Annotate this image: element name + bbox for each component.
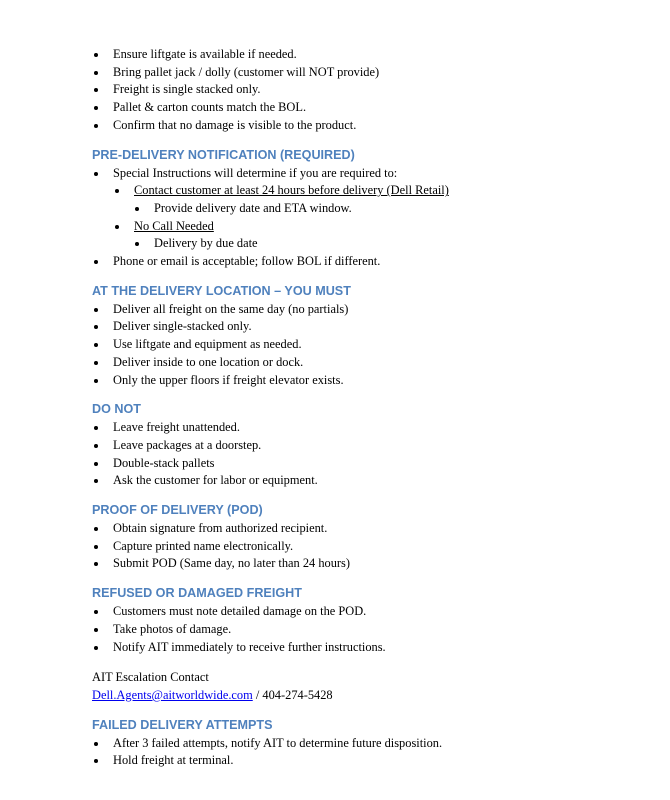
list-item: Capture printed name electronically. — [92, 538, 632, 556]
delivery-location-section — [92, 283, 632, 390]
pre-delivery-list — [92, 253, 632, 271]
list-item: Use liftgate and equipment as needed. — [92, 336, 632, 354]
list-item — [92, 182, 632, 200]
pre-delivery-heading: PRE-DELIVERY NOTIFICATION (REQUIRED) — [92, 147, 355, 162]
list-item: Delivery by due date — [92, 235, 632, 253]
no-call-text: No Call Needed — [134, 218, 214, 233]
list-item: Leave packages at a doorstep. — [92, 437, 632, 455]
list-item: Ask the customer for labor or equipment. — [92, 472, 632, 490]
contact-customer-text: Contact customer at least 24 hours before delivery (Dell Retail) — [134, 183, 449, 198]
do-not-section — [92, 401, 632, 490]
list-item: Double-stack pallets — [92, 455, 632, 473]
list-item — [92, 218, 632, 236]
failed-heading: FAILED DELIVERY ATTEMPTS — [92, 717, 273, 732]
list-item: Obtain signature from authorized recipient. — [92, 520, 632, 538]
failed-section — [92, 717, 632, 770]
delivery-location-list — [92, 301, 632, 390]
list-item: After 3 failed attempts, notify AIT to determine future disposition. — [92, 735, 632, 753]
list-item: Provide delivery date and ETA window. — [92, 200, 632, 218]
list-item: Phone or email is acceptable; follow BOL if different. — [92, 253, 632, 271]
pre-delivery-sublist — [92, 182, 632, 200]
list-item: Confirm that no damage is visible to the product. — [92, 117, 632, 135]
list-item: Freight is single stacked only. — [92, 81, 632, 99]
list-item: Deliver single-stacked only. — [92, 318, 632, 336]
list-item: Only the upper floors if freight elevator exists. — [92, 372, 632, 390]
refused-section — [92, 585, 632, 656]
failed-list — [92, 735, 632, 770]
pre-delivery-subsublist — [92, 235, 632, 253]
refused-heading: REFUSED OR DAMAGED FREIGHT — [92, 586, 302, 601]
list-item: Customers must note detailed damage on the POD. — [92, 603, 632, 621]
document-content — [92, 46, 632, 770]
list-item: Take photos of damage. — [92, 621, 632, 639]
do-not-list — [92, 419, 632, 490]
list-item: Pallet & carton counts match the BOL. — [92, 99, 632, 117]
list-item: Leave freight unattended. — [92, 419, 632, 437]
pod-list — [92, 520, 632, 573]
refused-list — [92, 603, 632, 656]
list-item: Hold freight at terminal. — [92, 752, 632, 770]
do-not-heading: DO NOT — [92, 402, 141, 417]
pre-delivery-sublist — [92, 218, 632, 236]
pod-section — [92, 502, 632, 573]
escalation-title: AIT Escalation Contact — [92, 670, 209, 685]
list-item: Notify AIT immediately to receive further instructions. — [92, 639, 632, 657]
email-link[interactable]: Dell.Agents@aitworldwide.com — [92, 687, 253, 702]
list-item: Deliver inside to one location or dock. — [92, 354, 632, 372]
list-item: Deliver all freight on the same day (no partials) — [92, 301, 632, 319]
intro-list — [92, 46, 632, 135]
list-item: Bring pallet jack / dolly (customer will NOT provide) — [92, 64, 632, 82]
delivery-location-heading: AT THE DELIVERY LOCATION – YOU MUST — [92, 283, 351, 298]
phone-number: 404-274-5428 — [262, 687, 333, 702]
pod-heading: PROOF OF DELIVERY (POD) — [92, 503, 263, 518]
list-item: Ensure liftgate is available if needed. — [92, 46, 632, 64]
list-item: Submit POD (Same day, no later than 24 hours) — [92, 555, 632, 573]
pre-delivery-list — [92, 165, 632, 183]
pre-delivery-subsublist — [92, 200, 632, 218]
list-item: Special Instructions will determine if you are required to: — [92, 165, 632, 183]
separator: / — [252, 687, 263, 702]
pre-delivery-section — [92, 147, 632, 271]
escalation-contact — [92, 669, 632, 704]
escalation-line — [92, 687, 632, 705]
